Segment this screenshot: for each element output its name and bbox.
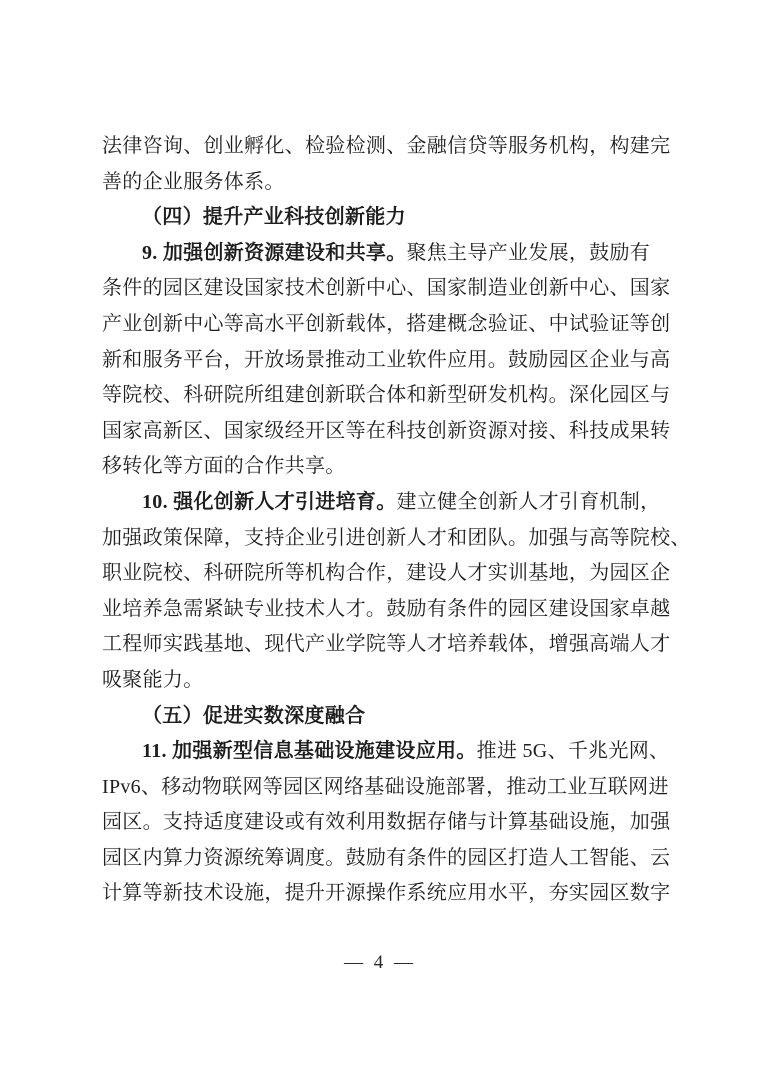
body-text-segment: 国家高新区、国家级经开区等在科技创新资源对接、科技成果转 [102,419,671,442]
body-text-segment: 聚焦主导产业发展，鼓励有 [406,241,651,264]
text-line [102,876,672,912]
body-text [102,129,691,912]
text-line [102,734,672,770]
text-line [102,556,672,592]
body-text-segment: 条件的园区建设国家技术创新中心、国家制造业创新中心、国家 [102,277,671,300]
body-text-segment: 推进 5G、千兆光网、 [476,740,670,763]
lead-in-bold-text: 10. 强化创新人才引进培育。 [142,490,397,513]
body-text-segment: 新和服务平台，开放场景推动工业软件应用。鼓励园区企业与高 [102,348,671,371]
page-number: — 4 — [344,952,416,973]
body-text-segment: 产业创新中心等高水平创新载体，搭建概念验证、中试验证等创 [102,312,671,335]
lead-in-bold-text: 11. 加强新型信息基础设施建设应用。 [142,740,477,763]
text-line [102,165,672,201]
text-line [102,805,672,841]
text-line [102,663,672,699]
body-text-segment: 计算等新技术设施，提升开源操作系统应用水平，夯实园区数字 [102,882,671,905]
body-text-segment: 移转化等方面的合作共享。 [102,455,346,478]
body-text-segment: 吸聚能力。 [102,668,204,691]
lead-in-bold-text: （四）提升产业科技创新能力 [142,206,406,229]
body-text-segment: 加强政策保障，支持企业引进创新人才和团队。加强与高等院校、 [102,526,691,549]
body-text-segment: 园区内算力资源统筹调度。鼓励有条件的园区打造人工智能、云 [102,846,671,869]
text-line [102,236,672,272]
text-line [102,841,672,877]
text-line [102,378,672,414]
body-text-segment: IPv6、移动物联网等园区网络基础设施部署，推动工业互联网进 [102,775,669,798]
text-line [102,129,672,165]
text-line [102,449,672,485]
lead-in-bold-text: 9. 加强创新资源建设和共享。 [142,241,407,264]
body-text-segment: 园区。支持适度建设或有效利用数据存储与计算基础设施，加强 [102,811,671,834]
body-text-segment: 职业院校、科研院所等机构合作，建设人才实训基地，为园区企 [102,562,671,585]
text-line [102,699,672,735]
text-line [102,271,672,307]
body-text-segment: 善的企业服务体系。 [102,170,285,193]
lead-in-bold-text: （五）促进实数深度融合 [142,704,366,727]
body-text-segment: 等院校、科研院所组建创新联合体和新型研发机构。深化园区与 [102,384,671,407]
body-text-segment: 建立健全创新人才引育机制， [396,490,661,513]
text-line [102,770,672,806]
text-line [102,485,672,521]
text-line [102,200,672,236]
text-line [102,414,672,450]
text-line [102,521,691,557]
body-text-segment: 法律咨询、创业孵化、检验检测、金融信贷等服务机构，构建完 [102,135,671,157]
body-text-segment: 业培养急需紧缺专业技术人才。鼓励有条件的园区建设国家卓越 [102,597,671,620]
text-line [102,592,672,628]
text-line [102,627,672,663]
text-line [102,307,672,343]
body-text-segment: 工程师实践基地、现代产业学院等人才培养载体，增强高端人才 [102,633,671,656]
text-line [102,343,672,379]
